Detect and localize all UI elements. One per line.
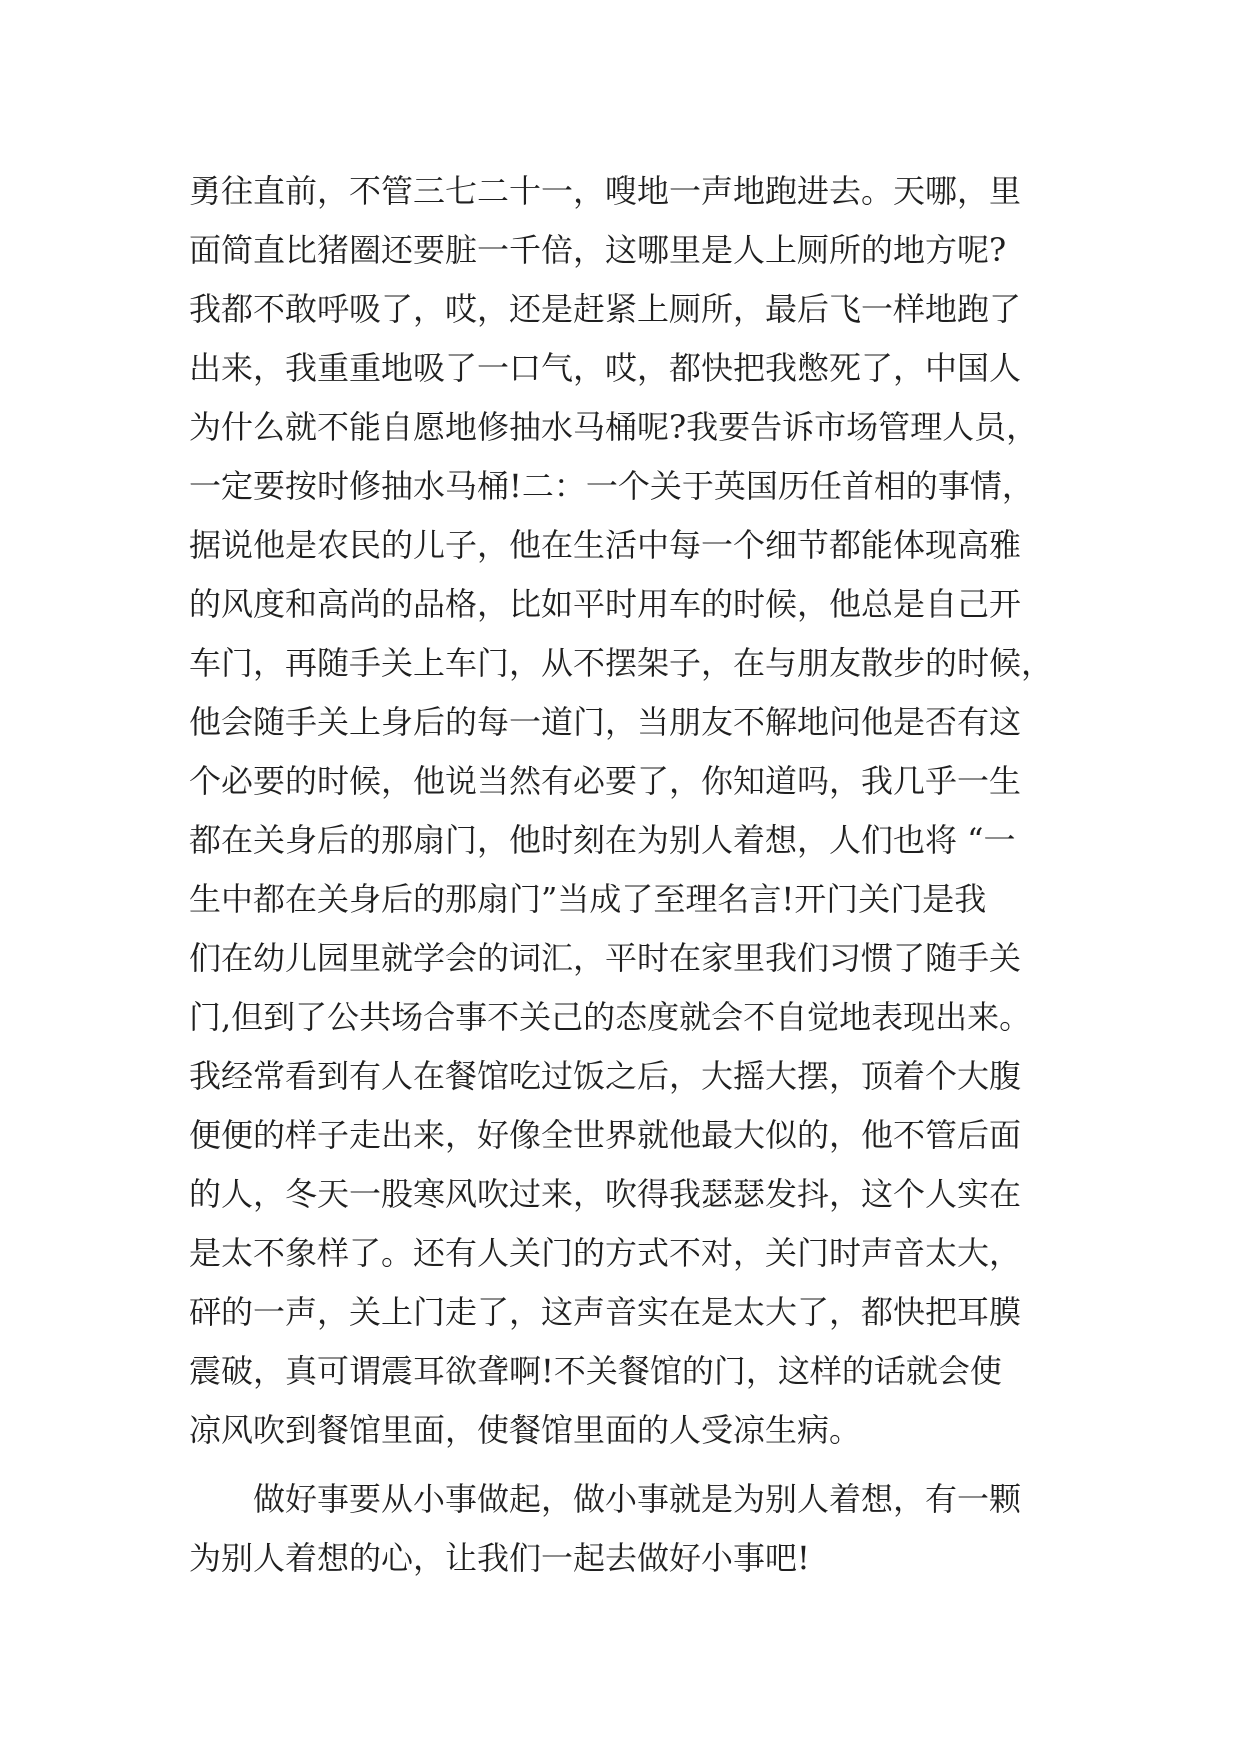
text-line: 车门，再随手关上车门，从不摆架子，在与朋友散步的时候，: [189, 644, 1054, 682]
text-line: 他会随手关上身后的每一道门，当朋友不解地问他是否有这: [189, 703, 1022, 741]
text-line: 为什么就不能自愿地修抽水马桶呢?我要告诉市场管理人员，: [189, 408, 1039, 446]
text-line: 砰的一声，关上门走了，这声音实在是太大了，都快把耳膜: [189, 1293, 1022, 1331]
text-line: 我都不敢呼吸了，哎，还是赶紧上厕所，最后飞一样地跑了: [189, 290, 1022, 328]
text-line: 出来，我重重地吸了一口气，哎，都快把我憋死了，中国人: [189, 349, 1022, 387]
text-line: 个必要的时候，他说当然有必要了，你知道吗，我几乎一生: [189, 762, 1022, 800]
text-line: 的人，冬天一股寒风吹过来，吹得我瑟瑟发抖，这个人实在: [189, 1175, 1022, 1213]
text-line: 是太不象样了。还有人关门的方式不对，关门时声音太大，: [189, 1234, 1022, 1272]
text-line: 凉风吹到餐馆里面，使餐馆里面的人受凉生病。: [189, 1411, 862, 1449]
text-line: 们在幼儿园里就学会的词汇，平时在家里我们习惯了随手关: [189, 939, 1022, 977]
text-line: 便便的样子走出来，好像全世界就他最大似的，他不管后面: [189, 1116, 1022, 1154]
text-line: 面简直比猪圈还要脏一千倍，这哪里是人上厕所的地方呢?: [189, 231, 1007, 269]
text-line: 勇往直前，不管三七二十一，嗖地一声地跑进去。天哪，里: [189, 172, 1022, 210]
text-line: 一定要按时修抽水马桶!二：一个关于英国历任首相的事情，: [189, 467, 1034, 505]
text-line: 做好事要从小事做起，做小事就是为别人着想，有一颗: [253, 1480, 1022, 1518]
text-line: 据说他是农民的儿子，他在生活中每一个细节都能体现高雅: [189, 526, 1022, 564]
text-line: 震破，真可谓震耳欲聋啊!不关餐馆的门，这样的话就会使: [189, 1352, 1002, 1390]
paragraph-2: [189, 1470, 1059, 1588]
text-line: 门,但到了公共场合事不关己的态度就会不自觉地表现出来。: [189, 998, 1032, 1036]
text-line: 为别人着想的心，让我们一起去做好小事吧!: [189, 1539, 810, 1577]
text-line: 生中都在关身后的那扇门”当成了至理名言!开门关门是我: [189, 880, 987, 918]
paragraph-1: [189, 162, 1059, 1460]
text-line: 的风度和高尚的品格，比如平时用车的时候，他总是自己开: [189, 585, 1022, 623]
text-line: 都在关身后的那扇门，他时刻在为别人着想，人们也将 “一: [189, 821, 1016, 859]
body-text: [189, 162, 1059, 1588]
text-line: 我经常看到有人在餐馆吃过饭之后，大摇大摆，顶着个大腹: [189, 1057, 1022, 1095]
paragraph-spacing: [189, 1460, 1059, 1470]
